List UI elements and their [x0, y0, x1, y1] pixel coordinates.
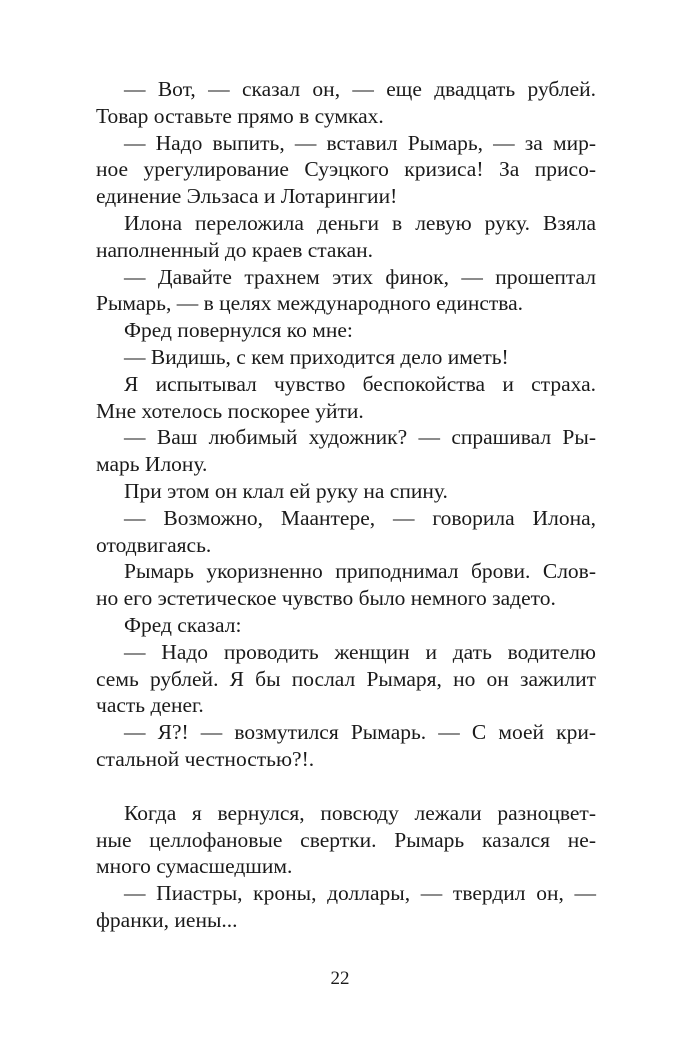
paragraph [96, 130, 596, 210]
text-line: марь Илону. [96, 452, 208, 477]
paragraph [96, 478, 596, 505]
paragraph [96, 264, 596, 318]
paragraph [96, 880, 596, 934]
text-line: много сумасшедшим. [96, 854, 293, 879]
text-line: — Надо выпить, — вставил Рымарь, — за мир- [124, 130, 596, 155]
text-line: Товар оставьте прямо в сумках. [96, 103, 384, 128]
section-break [96, 773, 596, 800]
text-line: Рымарь, — в целях международного единства. [96, 291, 524, 316]
paragraph [96, 210, 596, 264]
text-line: — Видишь, с кем приходится дело иметь! [124, 344, 509, 369]
text-line: — Надо проводить женщин и дать водителю [124, 639, 596, 664]
text-line: Илона переложила деньги в левую руку. Взяла [124, 210, 596, 235]
paragraph [96, 344, 596, 371]
text-line: — Ваш любимый художник? — спрашивал Ры- [124, 425, 596, 450]
text-line: При этом он клал ей руку на спину. [124, 478, 448, 503]
paragraph [96, 371, 596, 425]
text-line: Фред повернулся ко мне: [124, 318, 353, 343]
text-line: наполненный до краев стакан. [96, 237, 374, 262]
text-line: семь рублей. Я бы послал Рымаря, но он зажилит [96, 666, 596, 691]
text-line: единение Эльзаса и Лотарингии! [96, 184, 398, 209]
text-line: — Я?! — возмутился Рымарь. — С моей кри- [124, 720, 596, 745]
text-line: часть денег. [96, 693, 204, 718]
text-line: ное урегулирование Суэцкого кризиса! За присо- [96, 157, 596, 182]
book-page-text [96, 76, 596, 934]
text-line: — Давайте трахнем этих финок, — прошептал [124, 264, 596, 289]
text-line: стальной честностью?!. [96, 746, 315, 771]
paragraph [96, 800, 596, 880]
paragraph [96, 558, 596, 612]
text-line: ные целлофановые свертки. Рымарь казался не- [96, 827, 596, 852]
paragraph [96, 424, 596, 478]
paragraph [96, 612, 596, 639]
paragraph [96, 505, 596, 559]
paragraph [96, 719, 596, 773]
paragraph [96, 76, 596, 130]
text-line: Когда я вернулся, повсюду лежали разноцвет- [124, 800, 596, 825]
page-number: 22 [330, 968, 350, 989]
paragraph [96, 639, 596, 719]
paragraph [96, 317, 596, 344]
text-line: — Вот, — сказал он, — еще двадцать рублей. [124, 77, 596, 101]
text-line: франки, иены... [96, 907, 238, 932]
text-line: отодвигаясь. [96, 532, 212, 557]
text-line: Я испытывал чувство беспокойства и страха. [124, 371, 596, 396]
text-line: Мне хотелось поскорее уйти. [96, 398, 364, 423]
text-line: — Возможно, Маантере, — говорила Илона, [124, 505, 596, 530]
text-line: Фред сказал: [124, 612, 242, 637]
text-line: — Пиастры, кроны, доллары, — твердил он, — [124, 881, 596, 906]
text-line: Рымарь укоризненно приподнимал брови. Слов- [124, 559, 596, 584]
text-line: но его эстетическое чувство было немного задето. [96, 586, 556, 611]
